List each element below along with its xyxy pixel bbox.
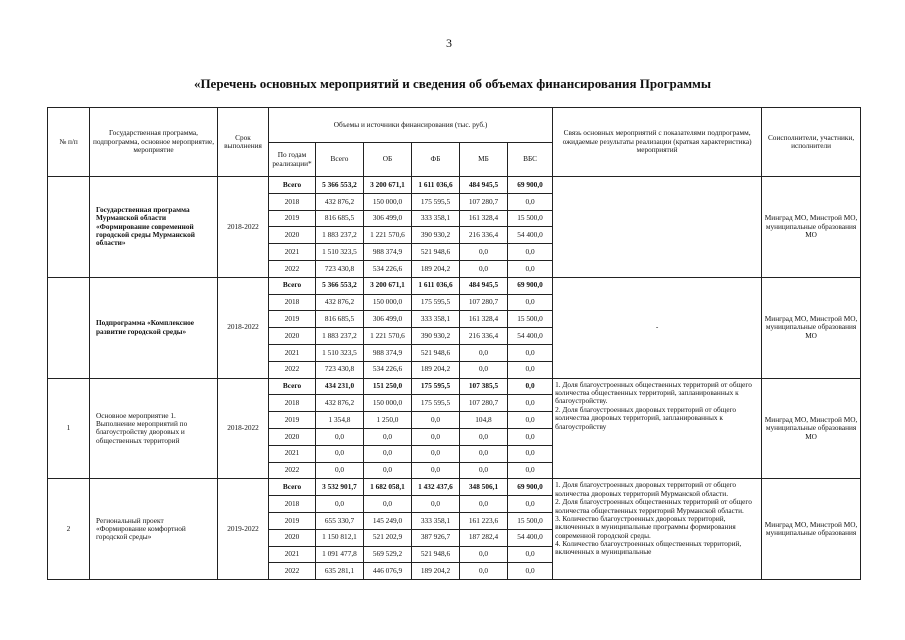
table-row	[48, 479, 861, 496]
amount-cell: 1 883 237,2	[316, 227, 364, 244]
amount-cell: 187 282,4	[460, 529, 508, 546]
amount-cell: 161 328,4	[460, 210, 508, 227]
amount-cell: 534 226,6	[364, 260, 412, 277]
year-cell: 2021	[269, 546, 316, 563]
amount-cell: 150 000,0	[364, 294, 412, 311]
amount-cell: 1 432 437,6	[412, 479, 460, 496]
year-cell: 2020	[269, 428, 316, 445]
header-term: Срок выполнения	[218, 108, 269, 177]
table-row	[48, 277, 861, 294]
amount-cell: 5 366 553,2	[316, 277, 364, 294]
amount-cell: 0,0	[508, 563, 553, 580]
block-effect: 1. Доля благоустроенных общественных территорий от общего количества общественных территорий, запланированных к благоустройству. 2. Доля благоустроенных дворовых территорий от общего количества дворовых территорий, запланированных к благоустройству	[553, 378, 762, 479]
page-title: «Перечень основных мероприятий и сведения об объемах финансирования Программы	[193, 76, 712, 91]
amount-cell: 1 510 323,5	[316, 244, 364, 261]
amount-cell: 534 226,6	[364, 361, 412, 378]
amount-cell: 816 685,5	[316, 210, 364, 227]
year-cell: 2022	[269, 563, 316, 580]
amount-cell: 0,0	[412, 428, 460, 445]
amount-cell: 0,0	[508, 546, 553, 563]
amount-cell: 150 000,0	[364, 193, 412, 210]
amount-cell: 161 223,6	[460, 512, 508, 529]
block-number: 2	[48, 479, 90, 580]
block-number	[48, 277, 90, 378]
amount-cell: 0,0	[460, 344, 508, 361]
amount-cell: 387 926,7	[412, 529, 460, 546]
amount-cell: 15 500,0	[508, 210, 553, 227]
amount-cell: 816 685,5	[316, 311, 364, 328]
year-cell: Всего	[269, 177, 316, 194]
year-cell: 2018	[269, 294, 316, 311]
amount-cell: 151 250,0	[364, 378, 412, 395]
header-link: Связь основных мероприятий с показателями подпрограмм, ожидаемые результаты реализации (краткая характеристика) мероприятий	[553, 108, 762, 177]
amount-cell: 0,0	[460, 244, 508, 261]
amount-cell: 161 328,4	[460, 311, 508, 328]
amount-cell: 107 280,7	[460, 395, 508, 412]
amount-cell: 0,0	[508, 378, 553, 395]
funding-table	[47, 107, 861, 580]
amount-cell: 1 510 323,5	[316, 344, 364, 361]
amount-cell: 0,0	[460, 546, 508, 563]
amount-cell: 1 611 036,6	[412, 177, 460, 194]
amount-cell: 54 400,0	[508, 328, 553, 345]
amount-cell: 175 595,5	[412, 193, 460, 210]
amount-cell: 723 430,8	[316, 260, 364, 277]
amount-cell: 175 595,5	[412, 395, 460, 412]
amount-cell: 0,0	[316, 445, 364, 462]
amount-cell: 216 336,4	[460, 227, 508, 244]
year-cell: 2020	[269, 227, 316, 244]
header-ob: ОБ	[364, 143, 412, 177]
amount-cell: 15 500,0	[508, 512, 553, 529]
amount-cell: 521 948,6	[412, 244, 460, 261]
amount-cell: 104,8	[460, 412, 508, 429]
header-by-year: По годам реализации*	[269, 143, 316, 177]
amount-cell: 3 200 671,1	[364, 177, 412, 194]
amount-cell: 69 900,0	[508, 177, 553, 194]
year-cell: 2019	[269, 412, 316, 429]
amount-cell: 0,0	[412, 462, 460, 479]
amount-cell: 54 400,0	[508, 529, 553, 546]
amount-cell: 1 221 570,6	[364, 227, 412, 244]
amount-cell: 69 900,0	[508, 277, 553, 294]
year-cell: 2021	[269, 445, 316, 462]
amount-cell: 0,0	[508, 462, 553, 479]
block-term: 2018-2022	[218, 177, 269, 278]
amount-cell: 54 400,0	[508, 227, 553, 244]
block-term: 2018-2022	[218, 378, 269, 479]
amount-cell: 150 000,0	[364, 395, 412, 412]
amount-cell: 15 500,0	[508, 311, 553, 328]
block-executors: Минград МО, Минстрой МО, муниципальные образования МО	[762, 177, 861, 278]
amount-cell: 521 202,9	[364, 529, 412, 546]
amount-cell: 0,0	[508, 294, 553, 311]
block-number	[48, 177, 90, 278]
block-number: 1	[48, 378, 90, 479]
page-number: 3	[446, 36, 452, 50]
amount-cell: 446 076,9	[364, 563, 412, 580]
amount-cell: 432 876,2	[316, 193, 364, 210]
table-row	[48, 177, 861, 194]
amount-cell: 0,0	[316, 462, 364, 479]
year-cell: 2019	[269, 311, 316, 328]
header-executors: Соисполнители, участники, исполнители	[762, 108, 861, 177]
amount-cell: 0,0	[364, 462, 412, 479]
amount-cell: 189 204,2	[412, 361, 460, 378]
amount-cell: 189 204,2	[412, 260, 460, 277]
header-total: Всего	[316, 143, 364, 177]
header-num: № п/п	[48, 108, 90, 177]
block-name: Основное мероприятие 1. Выполнение мероприятий по благоустройству дворовых и общественных территорий	[90, 378, 218, 479]
amount-cell: 216 336,4	[460, 328, 508, 345]
block-effect: 1. Доля благоустроенных дворовых территорий от общего количества дворовых территорий Мурманской области. 2. Доля благоустроенных общественных территорий от общего количества общественных территорий Мурманской области. 3. Количество благоустроенных дворовых территорий, включенных в муниципальные программы формирования современной городской среды. 4. Количество благоустроенных общественных территорий, включенных в муниципальные	[553, 479, 762, 580]
amount-cell: 0,0	[508, 412, 553, 429]
amount-cell: 0,0	[460, 445, 508, 462]
amount-cell: 0,0	[508, 395, 553, 412]
amount-cell: 0,0	[412, 496, 460, 513]
amount-cell: 145 249,0	[364, 512, 412, 529]
amount-cell: 390 930,2	[412, 328, 460, 345]
header-funding: Объемы и источники финансирования (тыс. руб.)	[269, 108, 553, 143]
amount-cell: 521 948,6	[412, 546, 460, 563]
amount-cell: 432 876,2	[316, 395, 364, 412]
amount-cell: 0,0	[508, 361, 553, 378]
year-cell: 2022	[269, 361, 316, 378]
year-cell: 2020	[269, 328, 316, 345]
amount-cell: 0,0	[316, 428, 364, 445]
amount-cell: 333 358,1	[412, 311, 460, 328]
amount-cell: 0,0	[364, 428, 412, 445]
amount-cell: 1 250,0	[364, 412, 412, 429]
block-name: Подпрограмма «Комплексное развитие городской среды»	[90, 277, 218, 378]
year-cell: Всего	[269, 479, 316, 496]
year-cell: 2022	[269, 462, 316, 479]
amount-cell: 3 532 901,7	[316, 479, 364, 496]
block-name: Региональный проект «Формирование комфортной городской среды»	[90, 479, 218, 580]
amount-cell: 0,0	[508, 428, 553, 445]
year-cell: 2018	[269, 193, 316, 210]
table-row	[48, 378, 861, 395]
block-executors: Минград МО, Минстрой МО, муниципальные образования МО	[762, 277, 861, 378]
amount-cell: 69 900,0	[508, 479, 553, 496]
amount-cell: 0,0	[412, 445, 460, 462]
year-cell: 2018	[269, 395, 316, 412]
amount-cell: 484 945,5	[460, 277, 508, 294]
amount-cell: 3 200 671,1	[364, 277, 412, 294]
year-cell: 2021	[269, 244, 316, 261]
header-mb: МБ	[460, 143, 508, 177]
header-vbs: ВБС	[508, 143, 553, 177]
amount-cell: 432 876,2	[316, 294, 364, 311]
amount-cell: 0,0	[460, 563, 508, 580]
amount-cell: 175 595,5	[412, 378, 460, 395]
year-cell: 2022	[269, 260, 316, 277]
block-executors: Минград МО, Минстрой МО, муниципальные образования	[762, 479, 861, 580]
amount-cell: 1 611 036,6	[412, 277, 460, 294]
year-cell: Всего	[269, 277, 316, 294]
amount-cell: 0,0	[508, 244, 553, 261]
amount-cell: 1 883 237,2	[316, 328, 364, 345]
amount-cell: 1 354,8	[316, 412, 364, 429]
amount-cell: 0,0	[508, 496, 553, 513]
header-program: Государственная программа, подпрограмма, основное мероприятие, мероприятие	[90, 108, 218, 177]
amount-cell: 0,0	[508, 260, 553, 277]
amount-cell: 1 091 477,8	[316, 546, 364, 563]
amount-cell: 1 682 058,1	[364, 479, 412, 496]
amount-cell: 0,0	[508, 344, 553, 361]
table-body	[48, 177, 861, 580]
amount-cell: 655 330,7	[316, 512, 364, 529]
amount-cell: 107 280,7	[460, 193, 508, 210]
amount-cell: 0,0	[460, 428, 508, 445]
year-cell: 2019	[269, 512, 316, 529]
block-term: 2018-2022	[218, 277, 269, 378]
block-term: 2019-2022	[218, 479, 269, 580]
amount-cell: 0,0	[364, 496, 412, 513]
amount-cell: 107 385,5	[460, 378, 508, 395]
amount-cell: 988 374,9	[364, 244, 412, 261]
amount-cell: 5 366 553,2	[316, 177, 364, 194]
amount-cell: 1 150 812,1	[316, 529, 364, 546]
year-cell: 2020	[269, 529, 316, 546]
amount-cell: 306 499,0	[364, 311, 412, 328]
header-fb: ФБ	[412, 143, 460, 177]
amount-cell: 348 506,1	[460, 479, 508, 496]
amount-cell: 0,0	[364, 445, 412, 462]
year-cell: 2021	[269, 344, 316, 361]
block-effect: -	[553, 277, 762, 378]
amount-cell: 521 948,6	[412, 344, 460, 361]
amount-cell: 189 204,2	[412, 563, 460, 580]
amount-cell: 484 945,5	[460, 177, 508, 194]
amount-cell: 306 499,0	[364, 210, 412, 227]
amount-cell: 0,0	[460, 260, 508, 277]
amount-cell: 0,0	[460, 496, 508, 513]
year-cell: 2019	[269, 210, 316, 227]
amount-cell: 333 358,1	[412, 210, 460, 227]
amount-cell: 569 529,2	[364, 546, 412, 563]
amount-cell: 1 221 570,6	[364, 328, 412, 345]
amount-cell: 434 231,0	[316, 378, 364, 395]
year-cell: Всего	[269, 378, 316, 395]
amount-cell: 107 280,7	[460, 294, 508, 311]
amount-cell: 0,0	[508, 445, 553, 462]
amount-cell: 0,0	[316, 496, 364, 513]
amount-cell: 988 374,9	[364, 344, 412, 361]
amount-cell: 0,0	[412, 412, 460, 429]
year-cell: 2018	[269, 496, 316, 513]
block-effect	[553, 177, 762, 278]
amount-cell: 635 281,1	[316, 563, 364, 580]
amount-cell: 0,0	[460, 462, 508, 479]
block-name: Государственная программа Мурманской области «Формирование современной городской среды Мурманской области»	[90, 177, 218, 278]
amount-cell: 0,0	[460, 361, 508, 378]
amount-cell: 175 595,5	[412, 294, 460, 311]
amount-cell: 333 358,1	[412, 512, 460, 529]
amount-cell: 723 430,8	[316, 361, 364, 378]
block-executors: Минград МО, Минстрой МО, муниципальные образования МО	[762, 378, 861, 479]
amount-cell: 0,0	[508, 193, 553, 210]
amount-cell: 390 930,2	[412, 227, 460, 244]
